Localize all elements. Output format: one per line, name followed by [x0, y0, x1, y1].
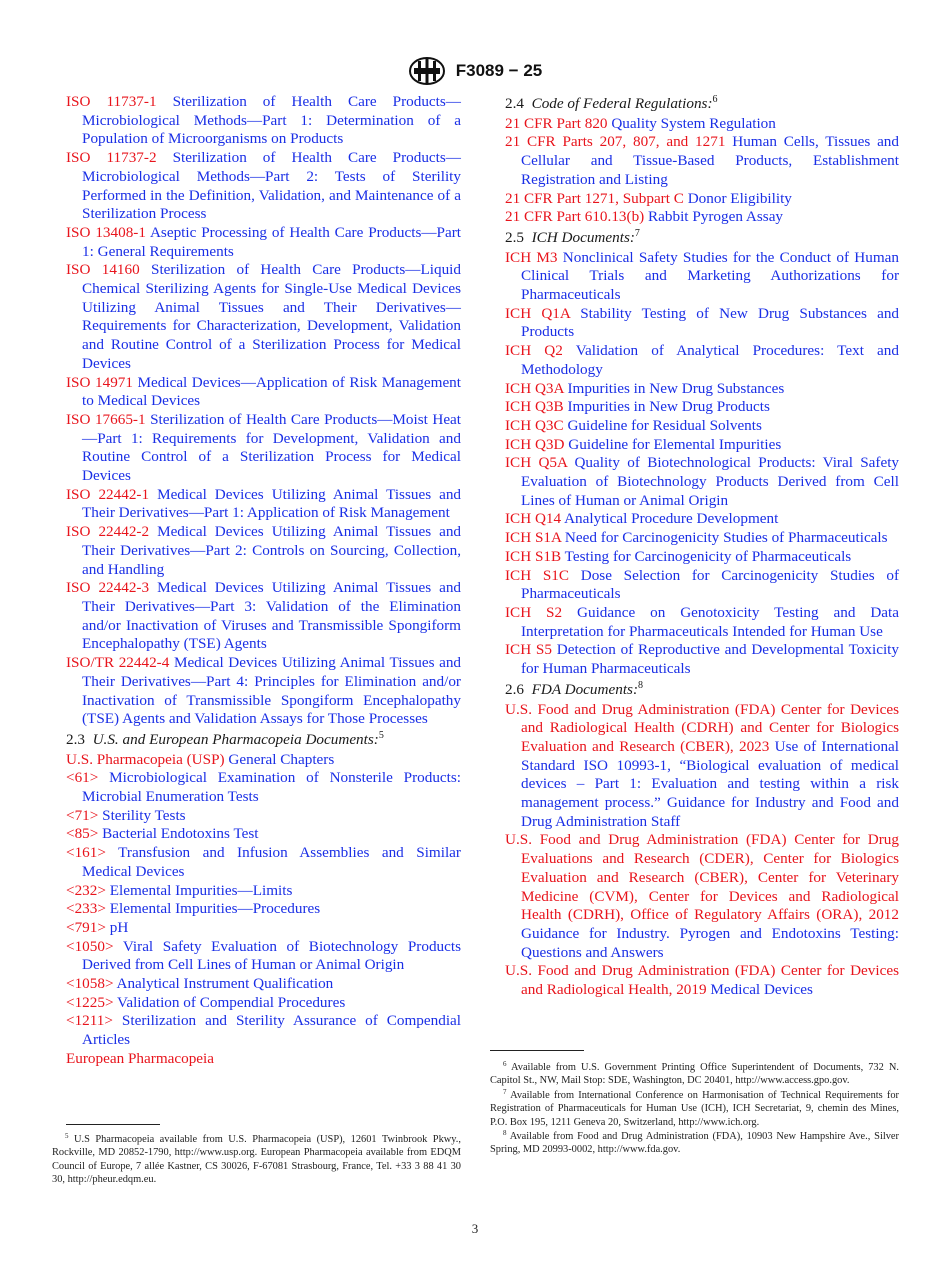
reference-code-link[interactable]: U.S. Food and Drug Administration (FDA) Center for Devices and Radiological Health, 2019: [505, 962, 899, 999]
left-column: [66, 93, 461, 1069]
reference-entry: [66, 224, 461, 261]
reference-code-link[interactable]: <791>: [66, 918, 106, 936]
reference-entry: [66, 882, 461, 901]
cfr-reference-list: [505, 115, 899, 227]
reference-code-link[interactable]: ISO 22442-2: [66, 523, 150, 541]
reference-code-link[interactable]: <61>: [66, 769, 99, 787]
reference-code-link[interactable]: ICH S1A: [505, 529, 562, 547]
reference-code-link[interactable]: 21 CFR Part 820: [505, 114, 608, 132]
reference-title-link[interactable]: Need for Carcinogenicity Studies of Pharmaceuticals: [564, 529, 888, 547]
reference-entry: [66, 523, 461, 579]
section-heading-2-5: 2.5 ICH Documents:$^7$: [505, 227, 640, 246]
reference-entry: [66, 149, 461, 224]
reference-title-link[interactable]: Human Cells, Tissues and Cellular and Tissue-Based Products, Establishment Registration and Listing: [521, 133, 899, 188]
reference-title-link[interactable]: Transfusion and Infusion Assemblies and Similar Medical Devices: [82, 844, 461, 880]
reference-code-link[interactable]: ISO 14971: [66, 373, 133, 391]
page-number: 3: [471, 1221, 479, 1236]
reference-code-link[interactable]: <1050>: [66, 937, 114, 955]
reference-entry: [505, 133, 899, 189]
reference-code-link[interactable]: U.S. Pharmacopeia (USP): [66, 750, 225, 768]
reference-title-link[interactable]: Sterility Tests: [102, 806, 186, 824]
footnote: $^7$ Available from International Conference on Harmonisation of Technical Requirements for Registration of Pharmaceuticals for Human Use (ICH), ICH Secretariat, 9, chemin des Mines, P.O. Box 195, 1211 Geneva 20, Switzerland, http://www.ich.org.: [490, 1087, 899, 1128]
reference-code-link[interactable]: ISO 22442-3: [66, 579, 150, 597]
reference-code-link[interactable]: ISO 11737-2: [66, 149, 157, 167]
reference-title-link[interactable]: Sterilization of Health Care Products—Moist Heat—Part 1: Requirements for Development, Validation and Routine Control of a Sterilization Process for Medical Devices: [82, 410, 462, 485]
reference-code-link[interactable]: <1211>: [66, 1012, 113, 1030]
reference-code-link[interactable]: <232>: [66, 881, 106, 899]
reference-entry: [505, 510, 899, 529]
reference-entry: [505, 436, 899, 455]
reference-title-link[interactable]: Medical Devices Utilizing Animal Tissues and Their Derivatives—Part 2: Controls on Sourcing, Collection, and Handling: [82, 523, 462, 578]
footnote-divider: [490, 1050, 584, 1051]
reference-code-link[interactable]: European Pharmacopeia: [66, 1049, 215, 1067]
reference-code-link[interactable]: <85>: [66, 825, 99, 843]
reference-entry: [66, 807, 461, 826]
reference-title-link[interactable]: Quality of Biotechnological Products: Viral Safety Evaluation of Biotechnology Products Derived from Cell Lines of Human or Animal Origin: [521, 454, 900, 509]
reference-entry: [66, 938, 461, 975]
reference-code-link[interactable]: ICH Q3C: [505, 416, 564, 434]
reference-code-link[interactable]: U.S. Food and Drug Administration (FDA) Center for Devices and Radiological Health (CDRH) and Center for Biologics Evaluation and Research (CBER), 2023: [505, 700, 899, 755]
reference-entry: [66, 900, 461, 919]
reference-title-link[interactable]: Sterilization of Health Care Products—Microbiological Methods—Part 2: Tests of Sterility Performed in the Definition, Validation, and Maintenance of a Sterilization Process: [82, 149, 461, 223]
reference-entry: [66, 769, 461, 806]
reference-title-link[interactable]: Elemental Impurities—Limits: [109, 881, 293, 899]
footnote-divider: [66, 1124, 160, 1125]
reference-entry: [505, 208, 899, 227]
reference-title-link[interactable]: Viral Safety Evaluation of Biotechnology Products Derived from Cell Lines of Human or Animal Origin: [82, 937, 461, 974]
reference-title-link[interactable]: Sterilization and Sterility Assurance of Compendial Articles: [82, 1012, 462, 1049]
reference-entry: [505, 305, 899, 342]
reference-code-link[interactable]: ICH S1B: [505, 547, 562, 565]
reference-entry: [505, 249, 899, 305]
reference-entry: [505, 190, 899, 209]
reference-entry: [66, 261, 461, 373]
section-heading-2-4: 2.4 Code of Federal Regulations:$^6$: [505, 94, 718, 112]
reference-entry: [66, 93, 461, 149]
fda-reference-list: [505, 701, 899, 1000]
reference-entry: [66, 825, 461, 844]
reference-title-link[interactable]: Detection of Reproductive and Developmental Toxicity for Human Pharmaceuticals: [521, 641, 899, 678]
reference-entry: [66, 486, 461, 523]
section-heading-2-3: 2.3 U.S. and European Pharmacopeia Documents:$^5$: [66, 729, 384, 748]
reference-entry: [66, 844, 461, 881]
standard-designation: F3089 − 25: [455, 61, 543, 80]
reference-title-link[interactable]: Nonclinical Safety Studies for the Conduct of Human Clinical Trials and Marketing Authorizations for Pharmaceuticals: [521, 248, 900, 304]
footnote-ref[interactable]: 6: [712, 94, 718, 105]
reference-entry: [66, 579, 461, 654]
reference-entry: [505, 115, 899, 134]
reference-title-link[interactable]: Medical Devices—Application of Risk Management to Medical Devices: [82, 373, 461, 410]
reference-code-link[interactable]: ISO 14160: [66, 261, 140, 279]
reference-title-link[interactable]: Testing for Carcinogenicity of Pharmaceuticals: [564, 547, 852, 565]
reference-entry: [66, 994, 461, 1013]
footnote: $^6$ Available from U.S. Government Printing Office Superintendent of Documents, 732 N. Capitol St., NW, Mail Stop: SDE, Washington, DC 20401, http://www.access.gpo.gov.: [490, 1060, 900, 1087]
reference-title-link[interactable]: Validation of Compendial Procedures: [117, 993, 346, 1011]
reference-title-link[interactable]: Sterilization of Health Care Products—Microbiological Methods—Part 1: Determination of a Population of Microorganisms on Products: [82, 93, 461, 148]
right-column: [505, 93, 899, 1000]
reference-code-link[interactable]: <233>: [66, 900, 106, 918]
reference-title-link[interactable]: Guidance on Genotoxicity Testing and Data Interpretation for Pharmaceuticals Intended for Human Use: [521, 603, 900, 640]
reference-entry: [66, 411, 461, 486]
reference-code-link[interactable]: 21 CFR Part 610.13(b): [505, 208, 645, 226]
reference-code-link[interactable]: ICH S5: [505, 641, 552, 659]
reference-entry: [66, 919, 461, 938]
reference-title-link[interactable]: General Chapters: [228, 750, 335, 768]
reference-entry: [66, 374, 461, 411]
reference-code-link[interactable]: <1058>: [66, 975, 114, 993]
footnotes-left: [52, 1133, 461, 1188]
section-heading-2-6: 2.6 FDA Documents:$^8$: [505, 679, 644, 698]
reference-entry: [505, 342, 899, 379]
footnote: $^5$ U.S Pharmacopeia available from U.S. Pharmacopeia (USP), 12601 Twinbrook Pkwy., Rockville, MD 20852-1790, http://www.usp.org. European Pharmacopeia available from EDQM Council of Europe, 7 allée Kastner, CS 30026, F-67081 Strasbourg, France, Tel. +33 3 88 41 30 30, http://pheur.edqm.eu.: [52, 1132, 461, 1186]
page-header: [0, 56, 950, 86]
reference-code-link[interactable]: ISO 17665-1: [66, 410, 146, 428]
reference-title-link[interactable]: Analytical Instrument Qualification: [116, 975, 334, 993]
reference-title-link[interactable]: Donor Eligibility: [687, 189, 792, 207]
reference-code-link[interactable]: ICH S1C: [505, 566, 570, 584]
reference-entry: [66, 975, 461, 994]
reference-code-link[interactable]: 21 CFR Part 1271, Subpart C: [505, 189, 684, 207]
reference-code-link[interactable]: ICH Q14: [505, 510, 562, 528]
reference-code-link[interactable]: ICH Q2: [505, 342, 563, 360]
reference-title-link[interactable]: Guidance for Industry. Pyrogen and Endotoxins Testing: Questions and Answers: [521, 924, 899, 961]
reference-entry: [505, 962, 899, 999]
astm-logo-icon: [408, 56, 446, 86]
footnote-ref[interactable]: 8: [638, 679, 644, 691]
reference-code-link[interactable]: U.S. Food and Drug Administration (FDA) Center for Drug Evaluations and Research (CDER), Center for Biologics Evaluation and Research (CBER), Center for Veterinary Medicine (CVM), Center for Devices and Radiological Health (CDRH), Office of Regulatory Affairs (ORA), 2012: [505, 831, 899, 924]
ich-reference-list: [505, 249, 899, 679]
reference-entry: [66, 1050, 461, 1069]
reference-title-link[interactable]: Medical Devices Utilizing Animal Tissues and Their Derivatives—Part 3: Validation of the Elimination and/or Inactivation of Viruses and Transmissible Spongiform Encephalopathy (TSE) Agents: [82, 579, 462, 653]
reference-entry: [505, 454, 899, 510]
reference-title-link[interactable]: Aseptic Processing of Health Care Products—Part 1: General Requirements: [82, 223, 462, 260]
reference-title-link[interactable]: Impurities in New Drug Products: [567, 398, 770, 416]
reference-title-link[interactable]: Validation of Analytical Procedures: Text and Methodology: [521, 342, 899, 378]
reference-title-link[interactable]: Sterilization of Health Care Products—Liquid Chemical Sterilizing Agents for Single-Use Medical Devices Utilizing Animal Tissues and Their Derivatives—Requirements for Characterization, Development, Validation and Routine Control of a Sterilization Process for Medical Devices: [82, 261, 461, 372]
reference-title-link[interactable]: Impurities in New Drug Substances: [567, 379, 785, 397]
reference-title-link[interactable]: Microbiological Examination of Nonsterile Products: Microbial Enumeration Tests: [82, 769, 462, 806]
reference-title-link[interactable]: Bacterial Endotoxins Test: [102, 825, 259, 843]
reference-title-link[interactable]: Use of International Standard ISO 10993-1, “Biological evaluation of medical devices – Part 1: Evaluation and testing within a risk management process.” Guidance for Industry and Food and Drug Administration Staff: [521, 737, 899, 830]
reference-entry: [505, 567, 899, 604]
reference-title-link[interactable]: Analytical Procedure Development: [564, 510, 779, 528]
reference-code-link[interactable]: ISO 22442-1: [66, 485, 150, 503]
reference-entry: [505, 548, 899, 567]
reference-code-link[interactable]: ICH Q3D: [505, 435, 565, 453]
reference-entry: [505, 380, 899, 399]
usp-reference-list: [66, 751, 461, 1069]
reference-code-link[interactable]: ISO 13408-1: [66, 223, 146, 241]
reference-title-link[interactable]: Elemental Impurities—Procedures: [109, 900, 321, 918]
reference-entry: [505, 529, 899, 548]
reference-entry: [505, 398, 899, 417]
reference-title-link[interactable]: Dose Selection for Carcinogenicity Studies of Pharmaceuticals: [521, 566, 900, 603]
reference-code-link[interactable]: ISO/TR 22442-4: [66, 654, 170, 672]
reference-title-link[interactable]: Medical Devices Utilizing Animal Tissues and Their Derivatives—Part 1: Application of Risk Management: [82, 485, 462, 522]
footnote: $^8$ Available from Food and Drug Administration (FDA), 10903 New Hampshire Ave., Silver Spring, MD 20993-0002, http://www.fda.gov.: [490, 1129, 899, 1156]
reference-code-link[interactable]: <1225>: [66, 993, 114, 1011]
reference-code-link[interactable]: ICH M3: [505, 248, 558, 266]
reference-code-link[interactable]: ICH Q3A: [505, 379, 564, 397]
footnote-ref[interactable]: 7: [634, 227, 640, 239]
reference-entry: [66, 751, 461, 770]
reference-title-link[interactable]: Medical Devices Utilizing Animal Tissues and Their Derivatives—Part 4: Principles for Elimination and/or Inactivation of Transmissible Spongiform Encephalopathy (TSE) Agents and Validation Assays for Those Processes: [82, 654, 462, 728]
reference-entry: [505, 417, 899, 436]
reference-title-link[interactable]: Medical Devices: [710, 981, 813, 999]
reference-code-link[interactable]: ICH Q5A: [505, 454, 568, 472]
reference-title-link[interactable]: Guideline for Residual Solvents: [567, 416, 762, 434]
footnotes-right: [490, 1061, 899, 1158]
reference-title-link[interactable]: Stability Testing of New Drug Substances and Products: [521, 304, 900, 341]
reference-code-link[interactable]: ISO 11737-1: [66, 93, 157, 110]
reference-entry: [505, 831, 899, 962]
reference-entry: [66, 654, 461, 729]
reference-title-link[interactable]: Guideline for Elemental Impurities: [568, 435, 782, 453]
reference-title-link[interactable]: Rabbit Pyrogen Assay: [648, 208, 784, 226]
reference-code-link[interactable]: <161>: [66, 844, 106, 862]
reference-code-link[interactable]: ICH S2: [505, 603, 563, 621]
reference-entry: [505, 641, 899, 678]
reference-code-link[interactable]: <71>: [66, 806, 99, 824]
iso-reference-list: [66, 93, 461, 729]
reference-entry: [505, 604, 899, 641]
reference-entry: [505, 701, 899, 832]
reference-code-link[interactable]: 21 CFR Parts 207, 807, and 1271: [505, 133, 726, 151]
reference-code-link[interactable]: ICH Q3B: [505, 398, 564, 416]
reference-title-link[interactable]: Quality System Regulation: [611, 114, 776, 132]
reference-entry: [66, 1012, 461, 1049]
footnote-ref[interactable]: 5: [378, 729, 384, 741]
reference-code-link[interactable]: ICH Q1A: [505, 304, 571, 322]
reference-title-link[interactable]: pH: [109, 918, 129, 936]
